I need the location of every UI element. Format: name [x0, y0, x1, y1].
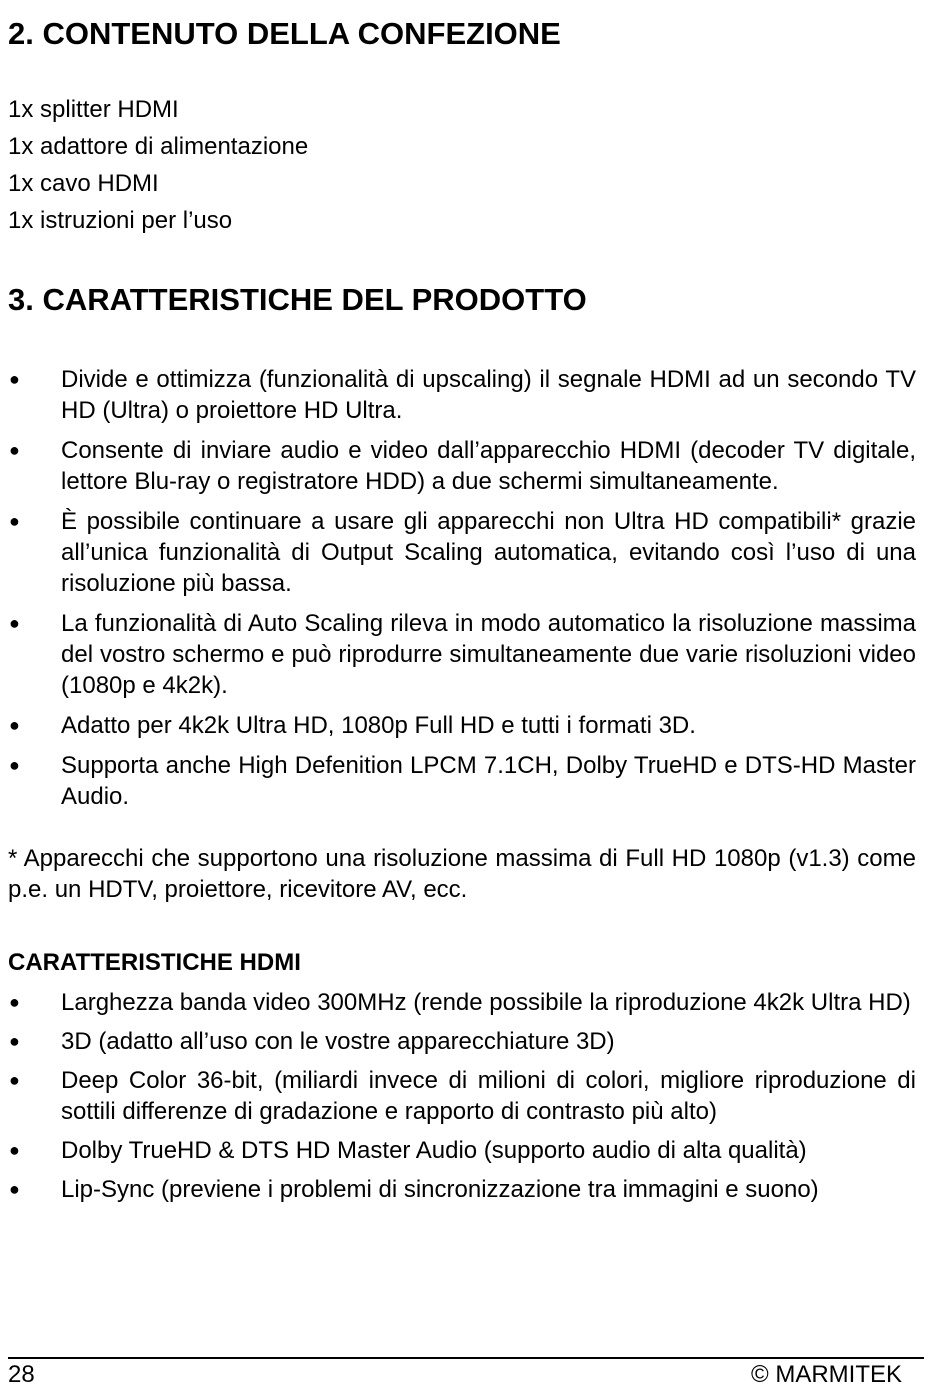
bullet-icon: ● [9, 1140, 20, 1160]
hdmi-features-list [8, 987, 916, 1205]
bullet-icon: ● [9, 369, 20, 389]
product-features-list [8, 364, 916, 812]
page-number: 28 [8, 1361, 35, 1388]
section-3-title: 3. CARATTERISTICHE DEL PRODOTTO [8, 282, 587, 317]
list-item: ● Adatto per 4k2k Ultra HD, 1080p Full HD e tutti i formati 3D. [9, 712, 696, 739]
list-item: 1x cavo HDMI [8, 170, 159, 197]
bullet-icon: ● [9, 992, 20, 1012]
list-item: ● La funzionalità di Auto Scaling rileva in modo automatico la risoluzione massima del vostro schermo e può riprodurre simultaneamente due varie risoluzioni video (1080p e 4k2k). [9, 610, 916, 699]
bullet-icon: ● [9, 1179, 20, 1199]
list-item: ● Larghezza banda video 300MHz (rende possibile la riproduzione 4k2k Ultra HD) [9, 989, 911, 1016]
bullet-icon: ● [9, 440, 20, 460]
list-item: ● Lip-Sync (previene i problemi di sincronizzazione tra immagini e suono) [9, 1176, 819, 1203]
bullet-icon: ● [9, 755, 20, 775]
list-item: 1x istruzioni per l’uso [8, 207, 233, 234]
list-item: ● Consente di inviare audio e video dall’apparecchio HDMI (decoder TV digitale, lettore Blu-ray o registratore HDD) a due schermi simultaneamente. [9, 437, 916, 495]
bullet-icon: ● [9, 511, 20, 531]
package-contents-list [8, 91, 916, 239]
brand-label: © MARMITEK [750, 1361, 902, 1388]
list-item: ● Supporta anche High Defenition LPCM 7.1CH, Dolby TrueHD e DTS-HD Master Audio. [9, 752, 916, 810]
footer-divider [8, 1357, 924, 1359]
footnote: * Apparecchi che supportono una risoluzione massima di Full HD 1080p (v1.3) come p.e. un HDTV, proiettore, ricevitore AV, ecc. [8, 845, 916, 903]
list-item: ● Dolby TrueHD & DTS HD Master Audio (supporto audio di alta qualità) [9, 1137, 807, 1164]
bullet-icon: ● [9, 715, 20, 735]
list-item: ● 3D (adatto all’uso con le vostre apparecchiature 3D) [9, 1028, 615, 1055]
bullet-icon: ● [9, 613, 20, 633]
list-item: ● Divide e ottimizza (funzionalità di upscaling) il segnale HDMI ad un secondo TV HD (Ultra) o proiettore HD Ultra. [9, 366, 916, 424]
list-item: ● È possibile continuare a usare gli apparecchi non Ultra HD compatibili* grazie all’unica funzionalità di Output Scaling automatica, evitando così l’uso di una risoluzione più bassa. [9, 508, 916, 597]
list-item: ● Deep Color 36-bit, (miliardi invece di milioni di colori, migliore riproduzione di sottili differenze di gradazione e rapporto di contrasto più alto) [9, 1067, 916, 1125]
hdmi-features-title: CARATTERISTICHE HDMI [8, 949, 301, 976]
list-item: 1x adattore di alimentazione [8, 133, 309, 160]
bullet-icon: ● [9, 1031, 20, 1051]
list-item: 1x splitter HDMI [8, 96, 179, 123]
bullet-icon: ● [9, 1070, 20, 1090]
section-2-title: 2. CONTENUTO DELLA CONFEZIONE [8, 16, 561, 51]
